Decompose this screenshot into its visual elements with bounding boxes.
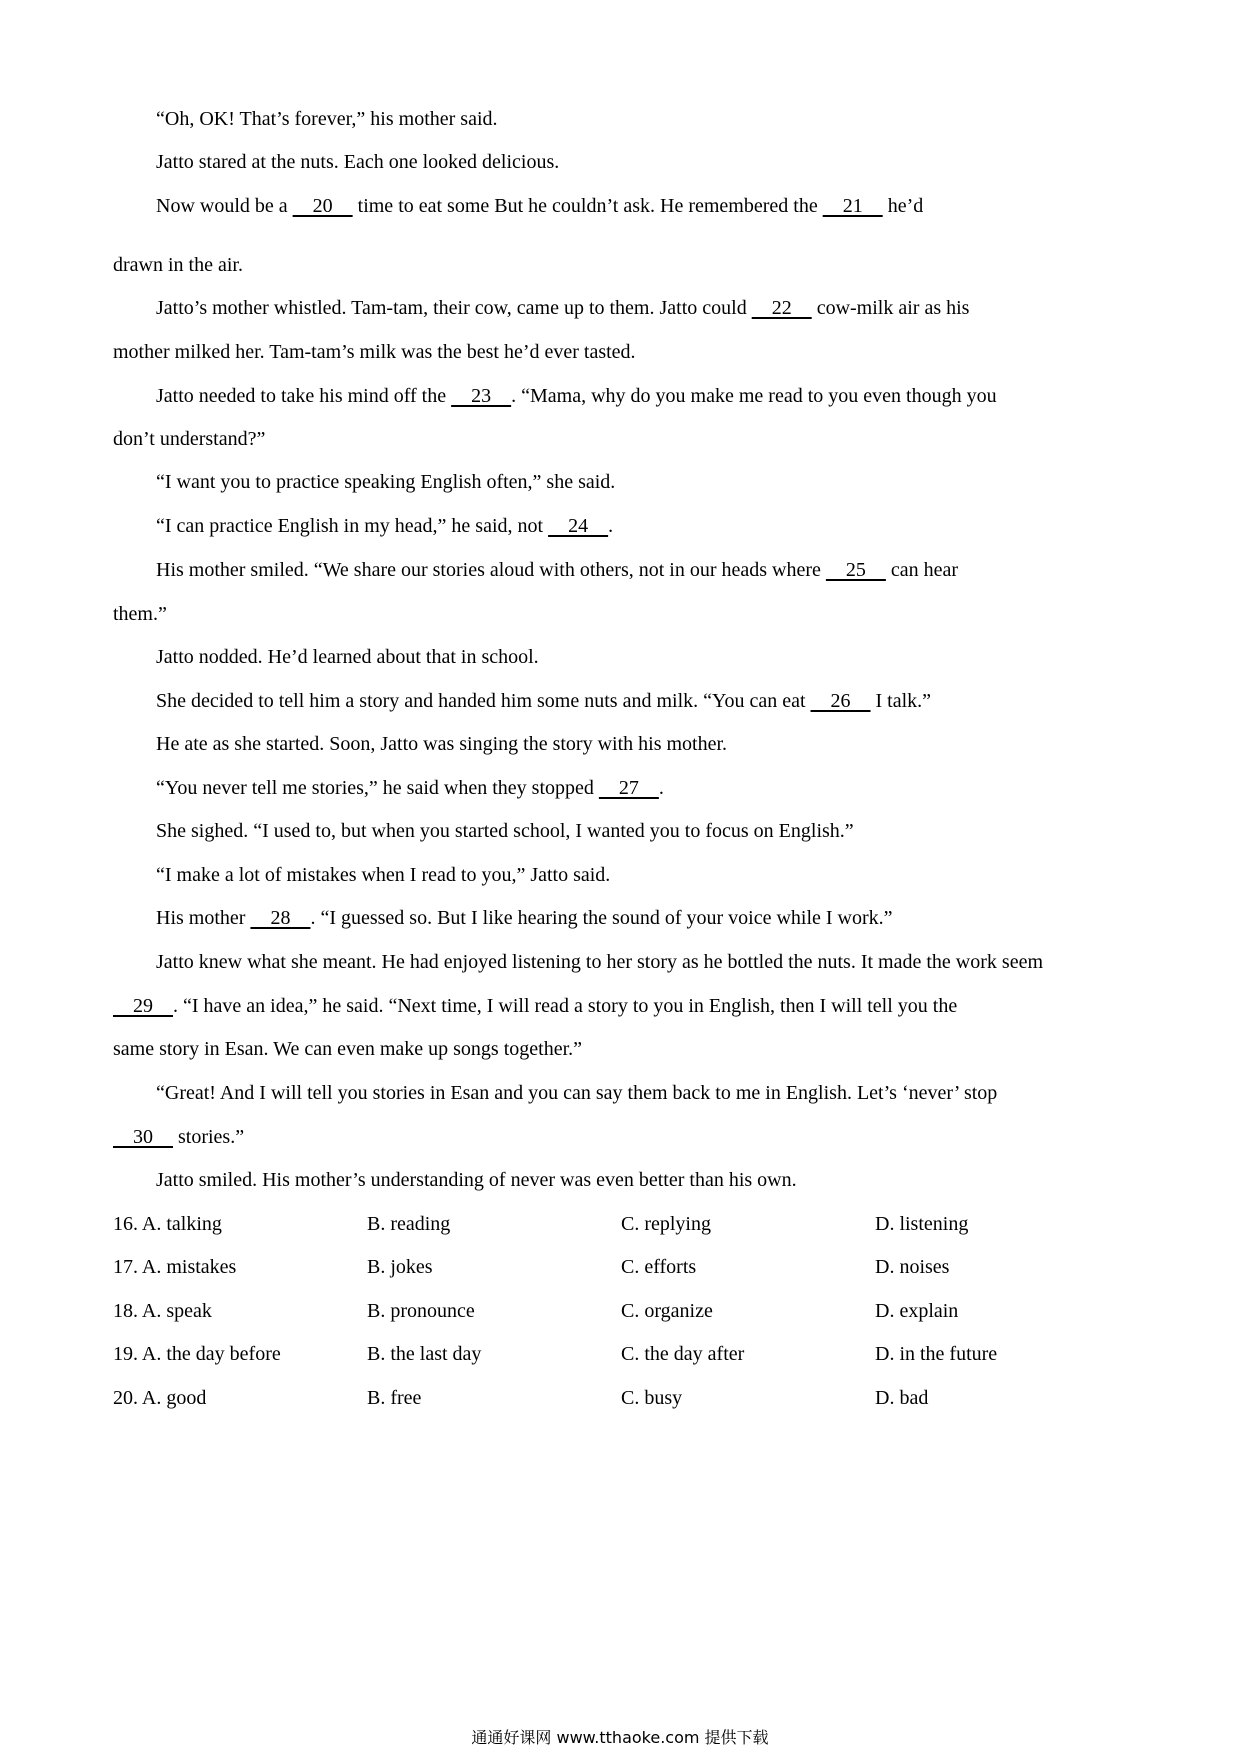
option-d: D. explain — [875, 1300, 959, 1322]
passage-text: mother milked her. Tam-tam’s milk was the best he’d ever tasted. — [113, 341, 636, 363]
passage-line — [156, 689, 931, 713]
answer-blank: 24 — [548, 515, 609, 537]
answer-blank: 30 — [113, 1126, 173, 1148]
option-a: 17. A. mistakes — [113, 1256, 237, 1278]
passage-text: Jatto stared at the nuts. Each one looked delicious. — [156, 151, 560, 173]
answer-blank: 23 — [451, 385, 512, 407]
option-c: C. busy — [621, 1387, 683, 1409]
answer-blank: 25 — [825, 559, 886, 581]
passage-line — [113, 340, 636, 364]
passage-line — [113, 427, 265, 451]
passage-line — [156, 384, 997, 408]
passage-text: Jatto’s mother whistled. Tam-tam, their cow, came up to them. Jatto could — [156, 297, 752, 319]
option-c: C. the day after — [621, 1343, 745, 1365]
passage-text: stories.” — [173, 1126, 245, 1148]
passage-text: Jatto nodded. He’d learned about that in school. — [156, 646, 539, 668]
passage-line — [156, 863, 610, 887]
passage-text: time to eat some But he couldn’t ask. He remembered the — [352, 195, 823, 217]
passage-text: Now would be a — [156, 195, 293, 217]
passage-text: . — [608, 515, 614, 537]
answer-blank: 21 — [822, 195, 883, 217]
passage-line — [156, 1081, 997, 1105]
option-a: 16. A. talking — [113, 1213, 222, 1235]
passage-line — [156, 558, 958, 582]
passage-line — [156, 732, 727, 756]
option-a: 20. A. good — [113, 1387, 207, 1409]
passage-text: She sighed. “I used to, but when you started school, I wanted you to focus on English.” — [156, 820, 854, 842]
passage-line — [113, 1037, 582, 1061]
option-b: B. pronounce — [367, 1300, 475, 1322]
passage-text: he’d — [882, 195, 924, 217]
option-d: D. noises — [875, 1256, 950, 1278]
passage-line — [156, 514, 613, 538]
passage-text: He ate as she started. Soon, Jatto was singing the story with his mother. — [156, 733, 728, 755]
passage-text: . “Mama, why do you make me read to you even though you — [511, 385, 997, 407]
passage-line — [156, 776, 664, 800]
passage-text: “I want you to practice speaking English often,” she said. — [156, 471, 616, 493]
answer-blank: 28 — [250, 907, 311, 929]
passage-line — [113, 602, 167, 626]
passage-line — [113, 994, 957, 1018]
passage-line — [156, 819, 854, 843]
passage-text: She decided to tell him a story and handed him some nuts and milk. “You can eat — [156, 690, 811, 712]
passage-text: . — [658, 777, 664, 799]
option-b: B. reading — [367, 1213, 451, 1235]
option-a: 18. A. speak — [113, 1300, 212, 1322]
passage-line — [113, 253, 243, 277]
passage-line — [156, 950, 1043, 974]
passage-line — [156, 107, 498, 131]
option-b: B. jokes — [367, 1256, 433, 1278]
answer-blank: 26 — [810, 690, 871, 712]
passage-text: them.” — [113, 603, 167, 625]
passage-line — [156, 150, 559, 174]
answer-blank: 29 — [113, 995, 173, 1017]
passage-text: “I make a lot of mistakes when I read to you,” Jatto said. — [156, 864, 611, 886]
passage-text: I talk.” — [870, 690, 932, 712]
option-b: B. free — [367, 1387, 422, 1409]
passage-text: “Great! And I will tell you stories in Esan and you can say them back to me in English. Let’s ‘never’ stop — [156, 1082, 998, 1104]
option-d: D. bad — [875, 1387, 929, 1409]
option-b: B. the last day — [367, 1343, 482, 1365]
option-c: C. efforts — [621, 1256, 697, 1278]
passage-text: cow-milk air as his — [811, 297, 970, 319]
passage-line — [156, 194, 923, 218]
passage-text: drawn in the air. — [113, 254, 243, 276]
passage-text: “Oh, OK! That’s forever,” his mother said. — [156, 108, 498, 130]
passage-text: “I can practice English in my head,” he said, not — [156, 515, 549, 537]
option-d: D. listening — [875, 1213, 969, 1235]
answer-blank: 20 — [292, 195, 353, 217]
option-d: D. in the future — [875, 1343, 998, 1365]
passage-line — [156, 645, 539, 669]
passage-line — [156, 296, 969, 320]
passage-line — [156, 906, 893, 930]
option-c: C. organize — [621, 1300, 713, 1322]
passage-text: His mother smiled. “We share our stories aloud with others, not in our heads where — [156, 559, 826, 581]
passage-line — [156, 1168, 797, 1192]
passage-text: . “I guessed so. But I like hearing the sound of your voice while I work.” — [310, 907, 893, 929]
passage-text: . “I have an idea,” he said. “Next time, I will read a story to you in English, then I will tell you the — [173, 995, 958, 1017]
passage-text: Jatto smiled. His mother’s understanding of never was even better than his own. — [156, 1169, 797, 1191]
passage-text: can hear — [885, 559, 959, 581]
passage-text: Jatto needed to take his mind off the — [156, 385, 452, 407]
passage-text: don’t understand?” — [113, 428, 266, 450]
footer-watermark: 通通好课网 www.tthaoke.com 提供下载 — [471, 1728, 769, 1747]
passage-line — [156, 470, 615, 494]
option-a: 19. A. the day before — [113, 1343, 281, 1365]
passage-line — [113, 1125, 244, 1149]
answer-blank: 27 — [598, 777, 659, 799]
answer-blank: 22 — [751, 297, 812, 319]
passage-text: “You never tell me stories,” he said when they stopped — [156, 777, 599, 799]
passage-text: Jatto knew what she meant. He had enjoyed listening to her story as he bottled the nuts. It made the work seem — [156, 951, 1044, 973]
passage-text: His mother — [156, 907, 251, 929]
option-c: C. replying — [621, 1213, 711, 1235]
passage-text: same story in Esan. We can even make up songs together.” — [113, 1038, 583, 1060]
